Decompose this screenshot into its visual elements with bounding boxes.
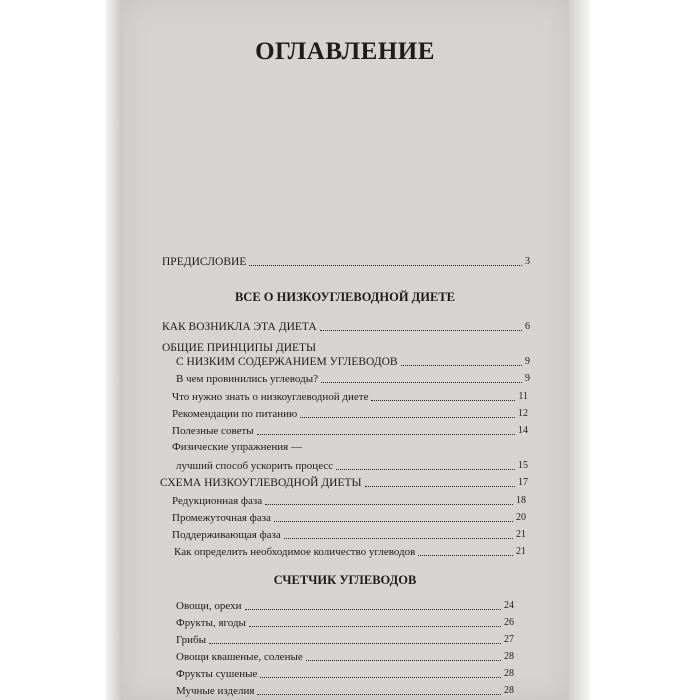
toc-entry-label: В чем провинились углеводы? bbox=[176, 373, 318, 385]
toc-page-number: 9 bbox=[525, 373, 530, 384]
toc-entry-exercise[interactable] bbox=[176, 459, 528, 473]
toc-page-number: 18 bbox=[516, 495, 526, 506]
toc-entry-carbs-guilt[interactable] bbox=[176, 372, 530, 386]
toc-entry-flour-products[interactable] bbox=[176, 684, 514, 698]
toc-entry-intermediate-phase[interactable] bbox=[172, 511, 526, 525]
leader-dots bbox=[401, 365, 522, 366]
toc-entry-fruits-berries[interactable] bbox=[176, 616, 514, 630]
toc-page-number: 15 bbox=[518, 460, 528, 471]
toc-page-number: 14 bbox=[518, 425, 528, 436]
leader-dots bbox=[336, 469, 515, 470]
toc-entry-determine-carbs[interactable] bbox=[174, 545, 526, 559]
toc-entry-label: Овощи квашеные, соленые bbox=[176, 651, 303, 663]
toc-entry-label: Редукционная фаза bbox=[172, 495, 263, 507]
section-heading-carb-counter: СЧЕТЧИК УГЛЕВОДОВ bbox=[273, 573, 417, 587]
toc-entry-label: Что нужно знать о низкоуглеводной диете bbox=[172, 391, 369, 403]
toc-entry-label: Рекомендации по питанию bbox=[172, 408, 298, 420]
toc-page-number: 11 bbox=[518, 391, 528, 402]
toc-entry-label: Как определить необходимое количество углеводов bbox=[174, 546, 416, 558]
toc-entry-label: Полезные советы bbox=[172, 425, 254, 437]
leader-dots bbox=[320, 330, 522, 331]
leader-dots bbox=[321, 382, 522, 383]
toc-entry-label: Фрукты сушеные bbox=[176, 668, 258, 680]
leader-dots bbox=[306, 660, 501, 661]
toc-page-number: 17 bbox=[518, 477, 528, 488]
leader-dots bbox=[274, 521, 513, 522]
toc-entry-origin[interactable] bbox=[162, 320, 530, 334]
leader-dots bbox=[260, 677, 501, 678]
leader-dots bbox=[209, 643, 501, 644]
leader-dots bbox=[418, 555, 513, 556]
leader-dots bbox=[245, 609, 501, 610]
leader-dots bbox=[300, 417, 515, 418]
toc-entry-dried-fruits[interactable] bbox=[176, 667, 514, 681]
toc-entry-principles[interactable] bbox=[176, 355, 530, 369]
toc-page-number: 21 bbox=[516, 529, 526, 540]
toc-entry-label: Мучные изделия bbox=[176, 685, 255, 697]
leader-dots bbox=[249, 626, 501, 627]
toc-page-number: 27 bbox=[504, 634, 514, 645]
leader-dots bbox=[249, 265, 522, 266]
page-title: ОГЛАВЛЕНИЕ bbox=[255, 38, 435, 65]
toc-page-number: 6 bbox=[525, 321, 530, 332]
toc-entry-label: ПРЕДИСЛОВИЕ bbox=[162, 256, 247, 268]
toc-entry-label: Промежуточная фаза bbox=[172, 512, 271, 524]
toc-page-number: 21 bbox=[516, 546, 526, 557]
toc-entry-vegetables-nuts[interactable] bbox=[176, 599, 514, 613]
toc-entry-nutrition[interactable] bbox=[172, 407, 528, 421]
toc-entry-diet-scheme[interactable] bbox=[160, 476, 528, 490]
leader-dots bbox=[284, 538, 513, 539]
toc-entry-mushrooms[interactable] bbox=[176, 633, 514, 647]
toc-entry-reduction-phase[interactable] bbox=[172, 494, 526, 508]
toc-entry-label: Поддерживающая фаза bbox=[172, 529, 281, 541]
toc-page-number: 9 bbox=[525, 356, 530, 367]
leader-dots bbox=[365, 486, 515, 487]
toc-entry-exercise-line1: Физические упражнения — bbox=[172, 441, 302, 453]
toc-entry-label: С НИЗКИМ СОДЕРЖАНИЕМ УГЛЕВОДОВ bbox=[176, 356, 398, 368]
toc-entry-label: КАК ВОЗНИКЛА ЭТА ДИЕТА bbox=[162, 321, 317, 333]
toc-page-number: 24 bbox=[504, 600, 514, 611]
leader-dots bbox=[371, 400, 515, 401]
toc-page-number: 28 bbox=[504, 668, 514, 679]
toc-page-number: 28 bbox=[504, 651, 514, 662]
leader-dots bbox=[257, 434, 515, 435]
toc-page-number: 26 bbox=[504, 617, 514, 628]
toc-entry-label: Фрукты, ягоды bbox=[176, 617, 246, 629]
toc-entry-what-to-know[interactable] bbox=[172, 390, 528, 404]
leader-dots bbox=[257, 694, 501, 695]
toc-page-number: 3 bbox=[525, 256, 530, 267]
section-heading-low-carb-diet: ВСЕ О НИЗКОУГЛЕВОДНОЙ ДИЕТЕ bbox=[234, 290, 456, 304]
toc-entry-principles-line1: ОБЩИЕ ПРИНЦИПЫ ДИЕТЫ bbox=[162, 342, 317, 354]
toc-entry-label: Грибы bbox=[176, 634, 207, 646]
toc-entry-label: Овощи, орехи bbox=[176, 600, 242, 612]
leader-dots bbox=[265, 504, 513, 505]
toc-entry-tips[interactable] bbox=[172, 424, 528, 438]
toc-entry-preface[interactable] bbox=[162, 255, 530, 269]
toc-page-number: 12 bbox=[518, 408, 528, 419]
toc-page-number: 28 bbox=[504, 685, 514, 696]
toc-entry-maintenance-phase[interactable] bbox=[172, 528, 526, 542]
toc-entry-label: СХЕМА НИЗКОУГЛЕВОДНОЙ ДИЕТЫ bbox=[160, 477, 362, 489]
toc-entry-pickled-vegetables[interactable] bbox=[176, 650, 514, 664]
toc-page-number: 20 bbox=[516, 512, 526, 523]
toc-entry-label: лучший способ ускорить процесс bbox=[176, 460, 334, 472]
